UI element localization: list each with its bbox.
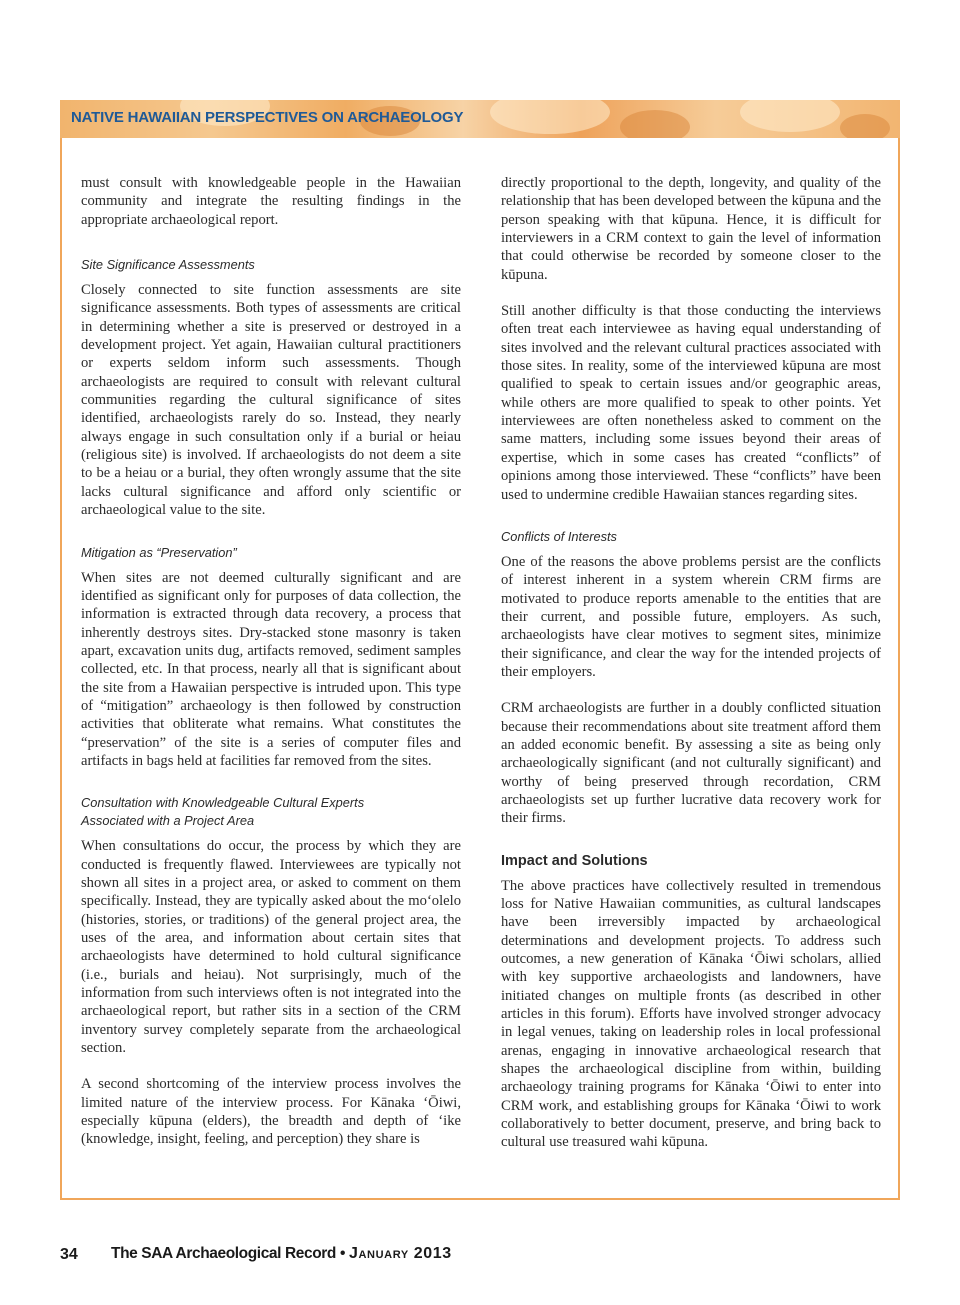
section-heading-consultation-line2: Associated with a Project Area — [81, 813, 255, 829]
decorative-texture — [740, 100, 840, 132]
running-header-band — [60, 100, 900, 138]
page-number: 34 — [60, 1246, 78, 1263]
page-footer — [60, 1244, 760, 1268]
section-heading-impact: Impact and Solutions — [501, 852, 648, 869]
paragraph-consultation-2: A second shortcoming of the interview process involves the limited nature of the interview process. For Kānaka ʻŌiwi, especially kūpuna (elders), the breadth and depth of ʻike (knowledge, insight, feeling, and perception) they share is — [81, 1076, 461, 1148]
decorative-texture — [840, 114, 890, 138]
running-header-title: NATIVE HAWAIIAN PERSPECTIVES ON ARCHAEOLOGY — [71, 109, 464, 126]
section-heading-consultation-line1: Consultation with Knowledgeable Cultural Experts — [81, 795, 365, 811]
footer-separator: • — [339, 1245, 346, 1262]
section-heading-consultation — [81, 794, 461, 830]
intro-paragraph: must consult with knowledgeable people in the Hawaiian community and integrate the resulting findings in the appropriate archaeological report. — [81, 175, 461, 228]
paragraph-interview-difficulty: Still another difficulty is that those conducting the interviews often treat each interviewee as having equal understanding of sites involved and the relevant cultural practices associated with those sites. In reality, some of the interviewed kūpuna are most qualified to speak to certain issues and/or geographic areas, while others are more qualified to speak to other points. Yet interviewees are often nonetheless asked to comment on the same matters, including some issues beyond their areas of expertise, which in some cases has created “conflicts” of opinions among those interviewed. These “conflicts” have been used to undermine credible Hawaiian stances regarding sites. — [501, 303, 881, 503]
right-column — [501, 174, 881, 1152]
section-heading-mitigation: Mitigation as “Preservation” — [81, 544, 237, 560]
paragraph-consultation-1: When consultations do occur, the process by which they are conducted is frequently flawed. Interviewees are typically not shown all sites in a project area, or asked to comment on them specifically. Instead, they are typically asked about the moʻolelo (histories, stories, or traditions) of the general project area, the uses of the area, and information about certain sites that archaeologists have determined to hold cultural significance (i.e., burials and heiau). Not surprisingly, much of the information from such interviews often is not integrated into the archaeological report, but rather sits in a section of the CRM inventory survey completely separate from the archaeological section. — [81, 838, 461, 1057]
journal-citation — [111, 1245, 452, 1263]
paragraph-impact: The above practices have collectively resulted in tremendous loss for Native Hawaiian communities, as cultural landscapes have been irreversibly impacted by archaeological determinations and development projects. To address such outcomes, a new generation of Kānaka ʻŌiwi scholars, allied with key supportive archaeologists and landowners, have initiated changes on multiple fronts (as described in other articles in this forum). Efforts have involved stronger advocacy in legal venues, taking on leadership roles in local professional arenas, engaging in innovative archaeological research that shapes the archaeological discipline from within, building archaeology training programs for Kānaka ʻŌiwi to enter into CRM work, and establishing groups for Kānaka ʻŌiwi to work collaboratively to better document, preserve, and bring back to cultural use treasured wahi kūpuna. — [501, 877, 881, 1151]
paragraph-continuation: directly proportional to the depth, longevity, and quality of the relationship that has been developed between the kūpuna and the person speaking with that kūpuna. Hence, it is difficult for interviewers in a CRM context to gain the level of information that could otherwise be recorded by someone closer to the kūpuna. — [501, 175, 881, 283]
paragraph-conflicts-1: One of the reasons the above problems persist are the conflicts of interest inherent in a system wherein CRM firms are motivated to produce reports amenable to the entities that are their current, and possible future, employers. As such, archaeologists have clear motives to segment sites, minimize their significance, and clear the way for the intended projects of their employers. — [501, 553, 881, 680]
journal-name: The SAA Archaeological Record — [111, 1245, 336, 1262]
issue-date: January 2013 — [349, 1245, 452, 1262]
paragraph-mitigation: When sites are not deemed culturally significant and are identified as significant only for purposes of data collection, the information is extracted through data recovery, a process that inherently destroys sites. Dry-stacked stone masonry is taken apart, excavation units dug, artifacts removed, sediment samples collected, etc. In that process, nearly all that is significant about the site from a Hawaiian perspective is intruded upon. This type of “mitigation” archaeology is then followed by construction activities that obliterate what remains. What constitutes the “preservation” of the site is a series of computer files and artifacts in bags held at facilities far removed from the sites. — [81, 569, 461, 769]
decorative-texture — [490, 100, 610, 134]
decorative-texture — [620, 110, 690, 138]
paragraph-conflicts-2: CRM archaeologists are further in a doubly conflicted situation because their recommendations about site treatment afford them an added economic benefit. By assessing a site as being only archaeologically significant (and not culturally significant) and worthy of being preserved through recordation, CRM archaeologists set up further lucrative data recovery work for their firms. — [501, 700, 881, 827]
section-heading-site-significance: Site Significance Assessments — [81, 257, 255, 273]
paragraph-site-significance: Closely connected to site function assessments are site significance assessments. Both types of assessments are critical in determining whether a site is preserved or destroyed in a development project. Yet again, Hawaiian cultural practitioners or experts seldom inform such assessments. Though archaeologists are required to consult with relevant cultural communities regarding the cultural significance of sites identified, archaeologists rarely do so. Instead, they nearly always engage in such consultation only if a burial or heiau (religious site) is involved. If archaeologists do not deem a site to be a heiau or a burial, they often wrongly assume that the site lacks cultural significance and afford only scientific or archaeological value to the site. — [81, 282, 461, 519]
left-column — [81, 174, 461, 1149]
section-heading-conflicts: Conflicts of Interests — [501, 528, 617, 544]
